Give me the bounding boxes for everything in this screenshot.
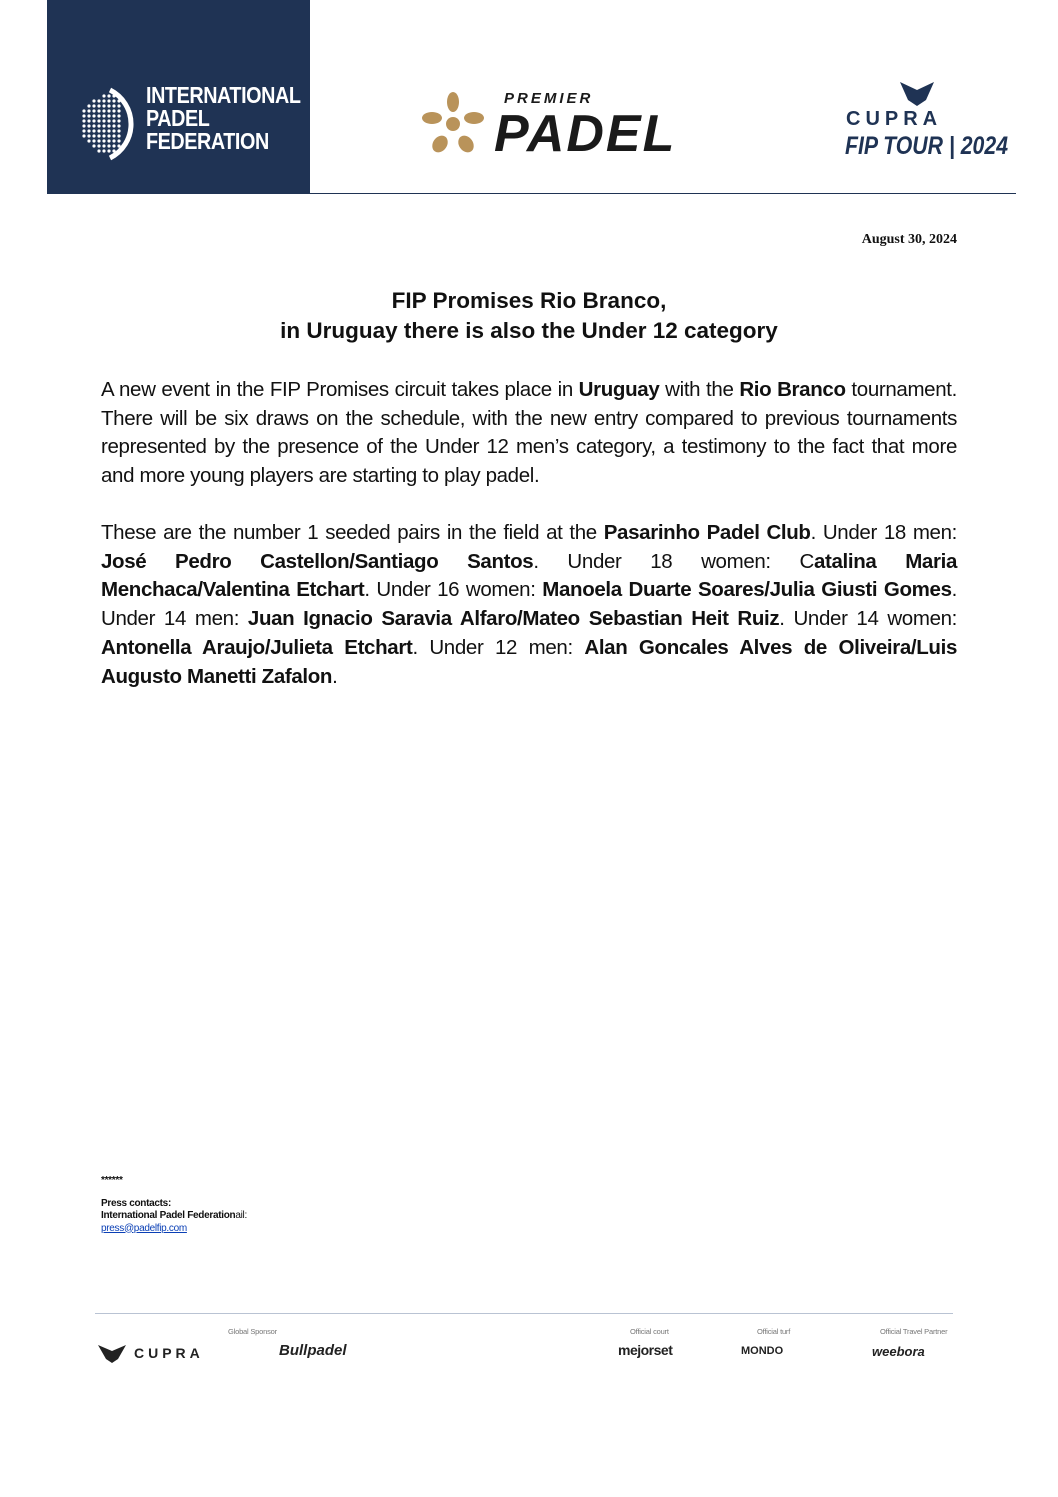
cupra-wordmark: CUPRA	[846, 108, 943, 130]
p1-text-e: tournament. There will be six draws on the schedule, with the new entry compared to previous tournaments represented by the presence of the Under 12 men’s category, a testimony to the fact that more and more young players are starting to play padel.	[101, 378, 957, 488]
p2-text-7: . Under 12 men:	[412, 635, 585, 659]
press-contacts-label: Press contacts:	[101, 1197, 171, 1209]
p2-u14-women: Antonella Araujo/Julieta Etchart	[101, 635, 413, 659]
p2-club: Pasarinho Padel Club	[603, 521, 811, 544]
title-line-2: in Uruguay there is also the Under 12 category	[280, 318, 778, 343]
travel-partner-label: Official Travel Partner	[880, 1327, 948, 1336]
separator-stars: ******	[101, 1175, 123, 1186]
p2-u18-women: atalina Maria Menchaca/Valentina Etchart	[101, 549, 957, 602]
mondo-logo: MONDO	[741, 1345, 784, 1357]
bullpadel-logo: Bullpadel	[279, 1342, 347, 1359]
press-date: August 30, 2024	[861, 232, 957, 247]
p2-text-1: These are the number 1 seeded pairs in the field at the	[101, 521, 604, 544]
p2-u18-men: José Pedro Castellon/Santiago Santos	[101, 549, 534, 573]
p1-text-a: A new event in the FIP Promises circuit takes place in	[101, 378, 579, 401]
global-sponsor-label: Global Sponsor	[228, 1327, 277, 1336]
fip-tour-2024: FIP TOUR | 2024	[845, 132, 1009, 160]
ipf-logo-text	[146, 84, 326, 153]
paragraph-intro	[101, 376, 957, 491]
cupra-sponsor-logo: CUPRA	[134, 1345, 204, 1361]
weebora-logo: weebora	[872, 1344, 925, 1359]
official-turf-label: Official turf	[757, 1327, 791, 1336]
p2-text-8: .	[332, 664, 338, 688]
press-contacts	[101, 1175, 247, 1235]
paragraph-seeds	[101, 519, 957, 691]
premier-label: PREMIER	[504, 90, 594, 107]
official-court-label: Official court	[630, 1327, 669, 1336]
page-title	[100, 286, 958, 346]
p2-text-2: . Under 18 men:	[810, 521, 957, 544]
p1-rio-branco: Rio Branco	[739, 378, 846, 401]
ipf-line-2: PADEL	[146, 105, 210, 131]
p2-text-5: . Under 14 men:	[101, 578, 957, 631]
p2-u14-men: Juan Ignacio Saravia Alfaro/Mateo Sebastian Heit Ruiz	[247, 607, 780, 631]
p2-text-4: . Under 16 women:	[364, 578, 543, 602]
press-email-link[interactable]: press@padelfip.com	[101, 1222, 187, 1234]
p2-text-3: . Under 18 women: C	[533, 549, 814, 573]
p1-text-c: with the	[659, 378, 740, 401]
header-divider	[310, 193, 1016, 194]
p2-u16-women: Manoela Duarte Soares/Julia Giusti Gomes	[542, 578, 952, 602]
mejorset-logo: mejorset	[618, 1342, 673, 1358]
p2-u12-men: Alan Goncales Alves de Oliveira/Luis Augusto Manetti Zafalon	[101, 635, 958, 688]
cupra-sponsor-emblem-icon	[98, 1343, 126, 1363]
sponsor-divider	[95, 1313, 953, 1314]
ipf-line-3: FEDERATION	[146, 128, 269, 154]
padel-label: PADEL	[494, 105, 677, 163]
press-org-tail: ail:	[235, 1210, 247, 1221]
p1-uruguay: Uruguay	[578, 378, 660, 401]
title-line-1: FIP Promises Rio Branco,	[391, 288, 667, 313]
press-org-name: International Padel Federation	[101, 1210, 236, 1221]
p2-text-6: . Under 14 women:	[779, 607, 958, 631]
ipf-line-1: INTERNATIONAL	[146, 82, 301, 108]
